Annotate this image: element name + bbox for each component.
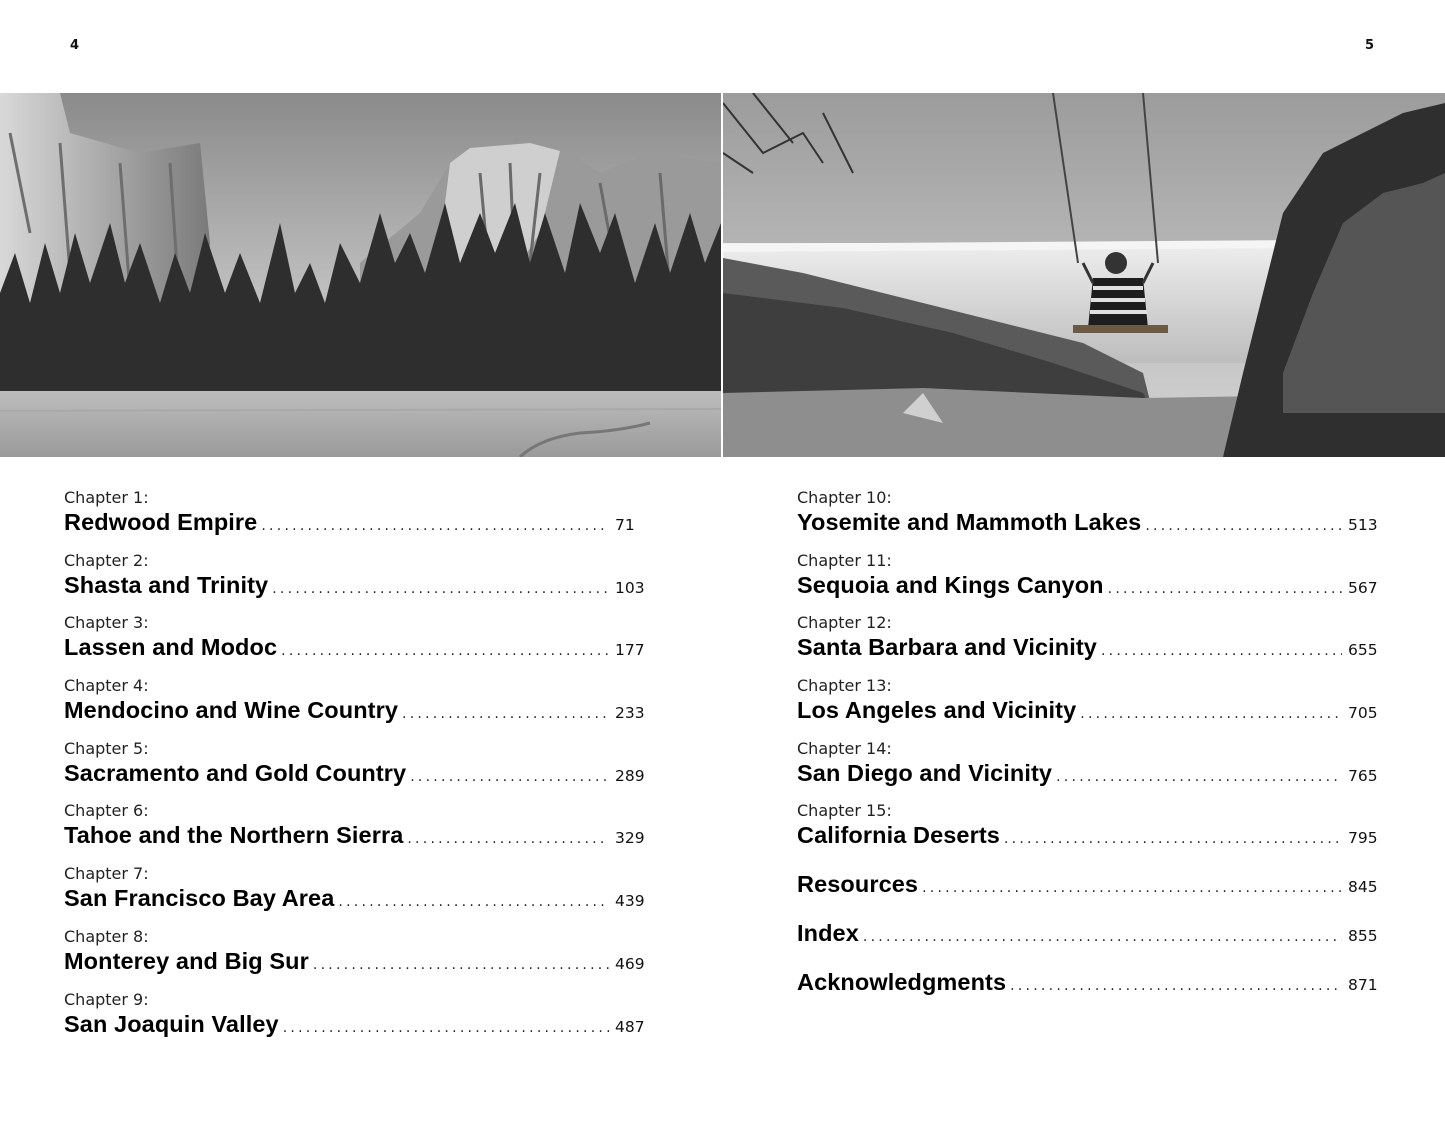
toc-chapter-label: Chapter 14: bbox=[797, 738, 892, 758]
toc-chapter-label: Chapter 8: bbox=[64, 926, 149, 946]
toc-page-number: 487 bbox=[615, 1017, 645, 1036]
toc-row bbox=[64, 948, 649, 978]
toc-page-number: 233 bbox=[615, 704, 645, 723]
toc-page-number: 765 bbox=[1348, 766, 1378, 785]
toc-chapter-label: Chapter 4: bbox=[64, 676, 149, 696]
toc-leader-dots bbox=[283, 1020, 609, 1036]
toc-title: Sacramento and Gold Country bbox=[64, 759, 407, 786]
toc-page-number: 71 bbox=[615, 516, 635, 534]
toc-row bbox=[64, 509, 649, 539]
toc-chapter-label: Chapter 2: bbox=[64, 550, 149, 570]
toc-entry[interactable] bbox=[64, 738, 649, 801]
toc-leader-dots bbox=[313, 957, 609, 973]
toc-entry[interactable] bbox=[64, 863, 649, 926]
toc-entry[interactable] bbox=[797, 969, 1382, 1018]
toc-leader-dots bbox=[1080, 706, 1342, 722]
toc-page-number: 439 bbox=[615, 892, 645, 911]
toc-row bbox=[797, 634, 1382, 664]
toc-title: San Joaquin Valley bbox=[64, 1010, 279, 1037]
toc-entry[interactable] bbox=[64, 926, 649, 989]
toc-title: Mendocino and Wine Country bbox=[64, 697, 398, 724]
toc-row bbox=[64, 634, 649, 664]
toc-leader-dots bbox=[922, 880, 1342, 896]
toc-row bbox=[64, 822, 649, 852]
toc-entry[interactable] bbox=[797, 871, 1382, 920]
toc-leader-dots bbox=[410, 769, 609, 785]
toc-title: San Francisco Bay Area bbox=[64, 885, 335, 912]
toc-title: Lassen and Modoc bbox=[64, 634, 278, 661]
toc-leader-dots bbox=[272, 581, 609, 597]
toc-page-number: 289 bbox=[615, 766, 645, 785]
toc-leader-dots bbox=[402, 706, 609, 722]
toc-row bbox=[64, 1011, 649, 1041]
toc-leader-dots bbox=[1108, 581, 1342, 597]
photo-yosemite-valley bbox=[0, 93, 721, 457]
toc-page-number: 705 bbox=[1348, 704, 1378, 723]
toc-entry[interactable] bbox=[64, 675, 649, 738]
toc-title: Tahoe and the Northern Sierra bbox=[64, 822, 404, 849]
toc-entry[interactable] bbox=[797, 487, 1382, 550]
toc-row bbox=[797, 697, 1382, 727]
toc-leader-dots bbox=[261, 518, 609, 534]
toc-title: Index bbox=[797, 920, 859, 947]
toc-row bbox=[797, 572, 1382, 602]
toc-entry[interactable] bbox=[797, 800, 1382, 863]
toc-right-column bbox=[797, 487, 1382, 1018]
toc-row bbox=[64, 885, 649, 915]
photo-yosemite-image bbox=[0, 93, 721, 457]
toc-page-number: 469 bbox=[615, 954, 645, 973]
toc-chapter-label: Chapter 12: bbox=[797, 613, 892, 633]
toc-page-number: 329 bbox=[615, 829, 645, 848]
toc-title: Redwood Empire bbox=[64, 509, 258, 535]
toc-title: Resources bbox=[797, 871, 919, 898]
photo-swing-image bbox=[723, 93, 1445, 457]
toc-entry[interactable] bbox=[797, 550, 1382, 613]
toc-page-number: 655 bbox=[1348, 641, 1378, 660]
toc-row bbox=[797, 871, 1382, 901]
toc-leader-dots bbox=[863, 929, 1342, 945]
toc-chapter-label: Chapter 5: bbox=[64, 738, 149, 758]
toc-chapter-label: Chapter 11: bbox=[797, 550, 892, 570]
toc-chapter-label: Chapter 6: bbox=[64, 801, 149, 821]
toc-row bbox=[797, 509, 1382, 539]
toc-page-number: 795 bbox=[1348, 829, 1378, 848]
toc-page-number: 855 bbox=[1348, 927, 1378, 946]
toc-leader-dots bbox=[1056, 769, 1342, 785]
toc-entry[interactable] bbox=[64, 800, 649, 863]
toc-row bbox=[64, 760, 649, 790]
toc-title: Shasta and Trinity bbox=[64, 571, 269, 598]
toc-entry[interactable] bbox=[64, 550, 649, 613]
toc-title: Santa Barbara and Vicinity bbox=[797, 634, 1097, 661]
toc-chapter-label: Chapter 13: bbox=[797, 676, 892, 696]
toc-leader-dots bbox=[407, 831, 609, 847]
toc-page-number: 845 bbox=[1348, 878, 1378, 897]
toc-title: Monterey and Big Sur bbox=[64, 947, 309, 974]
toc-row bbox=[797, 920, 1382, 950]
toc-leader-dots bbox=[1004, 831, 1342, 847]
toc-entry[interactable] bbox=[64, 487, 649, 550]
toc-row bbox=[64, 572, 649, 602]
toc-entry[interactable] bbox=[797, 920, 1382, 969]
toc-entry[interactable] bbox=[797, 612, 1382, 675]
toc-title: Los Angeles and Vicinity bbox=[797, 697, 1077, 724]
toc-chapter-label: Chapter 7: bbox=[64, 864, 149, 884]
toc-title: San Diego and Vicinity bbox=[797, 759, 1053, 786]
toc-chapter-label: Chapter 9: bbox=[64, 989, 149, 1009]
toc-entry[interactable] bbox=[64, 612, 649, 675]
toc-page-number: 513 bbox=[1348, 516, 1378, 534]
toc-page-number: 871 bbox=[1348, 976, 1378, 995]
toc-left-column bbox=[64, 487, 649, 1051]
toc-row bbox=[797, 760, 1382, 790]
toc-leader-dots bbox=[338, 894, 609, 910]
toc-title: Yosemite and Mammoth Lakes bbox=[797, 509, 1142, 535]
toc-chapter-label: Chapter 15: bbox=[797, 801, 892, 821]
toc-chapter-label: Chapter 10: bbox=[797, 488, 892, 507]
toc-entry[interactable] bbox=[64, 989, 649, 1052]
toc-page-number: 103 bbox=[615, 578, 645, 597]
page-number-left: 4 bbox=[70, 38, 80, 53]
toc-leader-dots bbox=[1010, 978, 1342, 994]
toc-entry[interactable] bbox=[797, 675, 1382, 738]
toc-title: Acknowledgments bbox=[797, 969, 1007, 996]
toc-title: California Deserts bbox=[797, 822, 1000, 849]
toc-leader-dots bbox=[1145, 518, 1342, 534]
toc-chapter-label: Chapter 3: bbox=[64, 613, 149, 633]
toc-leader-dots bbox=[1101, 643, 1342, 659]
toc-row bbox=[797, 822, 1382, 852]
toc-title: Sequoia and Kings Canyon bbox=[797, 571, 1104, 598]
photo-swing-coast bbox=[723, 93, 1445, 457]
toc-page-number: 567 bbox=[1348, 578, 1378, 597]
toc-row bbox=[64, 697, 649, 727]
toc-leader-dots bbox=[281, 643, 609, 659]
page-number-right: 5 bbox=[1365, 38, 1375, 53]
toc-page-number: 177 bbox=[615, 641, 645, 660]
toc-chapter-label: Chapter 1: bbox=[64, 488, 149, 507]
toc-entry[interactable] bbox=[797, 738, 1382, 801]
toc-row bbox=[797, 969, 1382, 999]
